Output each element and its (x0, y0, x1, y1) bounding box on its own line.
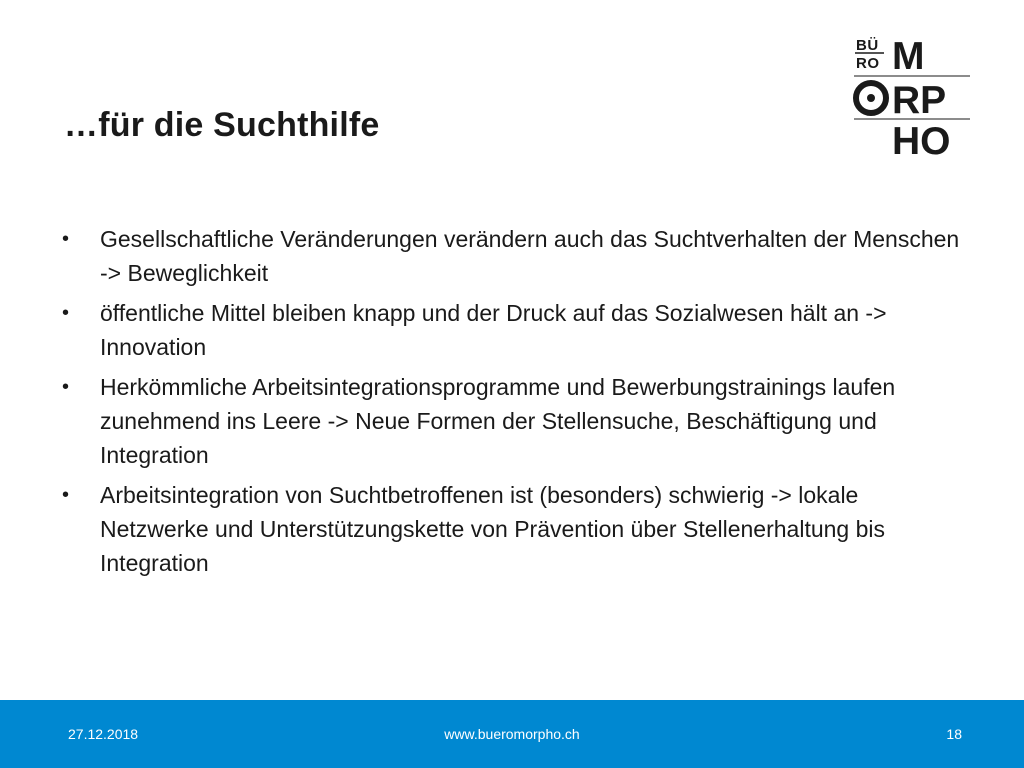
bullet-item (62, 296, 962, 364)
footer-website: www.bueromorpho.ch (444, 726, 580, 742)
svg-text:M: M (892, 35, 925, 78)
bullet-marker: • (62, 376, 70, 398)
bullet-text: Herkömmliche Arbeitsintegrationsprogramme und Bewerbungstrainings laufen zunehmend ins Leere -> Neue Formen der Stellensuche, Beschäftigung und Integration (100, 374, 896, 468)
slide-title: …für die Suchthilfe (64, 106, 380, 144)
bullet-item (62, 478, 962, 580)
bullet-item (62, 370, 962, 472)
bullet-text: Gesellschaftliche Veränderungen verändern auch das Suchtverhalten der Menschen -> Beweglichkeit (100, 226, 960, 286)
bullet-marker: • (62, 484, 70, 506)
footer-bar (0, 700, 1024, 768)
bullet-item (62, 222, 962, 290)
bullet-list (62, 222, 962, 586)
bullet-text: Arbeitsintegration von Suchtbetroffenen ist (besonders) schwierig -> lokale Netzwerke und Unterstützungskette von Prävention über Stellenerhaltung bis Integration (100, 482, 886, 576)
svg-text:RO: RO (856, 55, 880, 72)
footer-date: 27.12.2018 (68, 726, 139, 742)
bullet-marker: • (62, 228, 70, 250)
buero-morpho-logo (852, 34, 972, 156)
svg-text:BÜ: BÜ (856, 37, 879, 54)
svg-text:HO: HO (892, 120, 951, 156)
page-number: 18 (946, 726, 962, 742)
bullet-marker: • (62, 302, 70, 324)
svg-text:RP: RP (892, 79, 947, 122)
bullet-text: öffentliche Mittel bleiben knapp und der Druck auf das Sozialwesen hält an -> Innovation (100, 300, 887, 360)
